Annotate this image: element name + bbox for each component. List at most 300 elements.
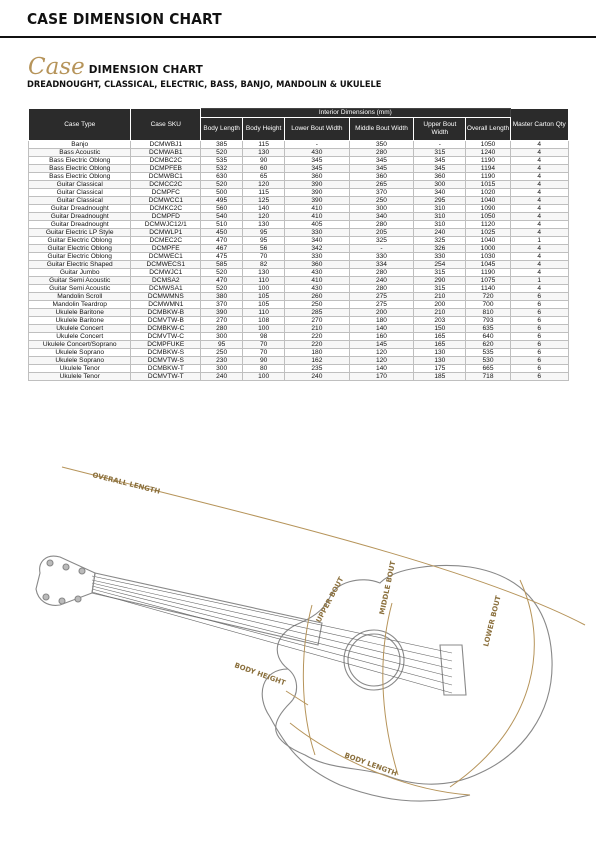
cell-body-height: 98 [243, 333, 285, 341]
cell-overall-length: 1194 [466, 165, 510, 173]
cell-carton-qty: 4 [510, 205, 568, 213]
cell-case-sku: DCMWBC1 [131, 173, 201, 181]
cell-body-height: 56 [243, 245, 285, 253]
middle-bout-label: MIDDLE BOUT [378, 560, 398, 616]
cell-body-height: 105 [243, 293, 285, 301]
cell-lower-bout: 390 [285, 197, 350, 205]
cell-case-sku: DCMSA2 [131, 277, 201, 285]
cell-middle-bout: 280 [349, 149, 414, 157]
cell-case-type: Guitar Electric Shaped [29, 261, 131, 269]
cell-body-length: 390 [201, 309, 243, 317]
cell-body-height: 90 [243, 357, 285, 365]
cell-body-height: 60 [243, 165, 285, 173]
cell-carton-qty: 1 [510, 277, 568, 285]
body-height-line [286, 691, 308, 705]
cell-carton-qty: 6 [510, 349, 568, 357]
upper-bout-line [303, 605, 315, 755]
cell-case-type: Bass Electric Oblong [29, 173, 131, 181]
cell-body-length: 385 [201, 141, 243, 149]
table-row [29, 253, 569, 261]
cell-body-height: 115 [243, 189, 285, 197]
cell-case-type: Ukulele Soprano [29, 349, 131, 357]
cell-upper-bout: 315 [414, 269, 466, 277]
middle-bout-line [383, 603, 398, 775]
cell-body-height: 90 [243, 157, 285, 165]
cell-case-sku: DCMBC2C [131, 157, 201, 165]
cell-upper-bout: 200 [414, 301, 466, 309]
cell-upper-bout: 295 [414, 197, 466, 205]
cell-upper-bout: 315 [414, 285, 466, 293]
table-row [29, 357, 569, 365]
cell-middle-bout: 145 [349, 341, 414, 349]
cell-middle-bout: 280 [349, 285, 414, 293]
cell-overall-length: 1045 [466, 261, 510, 269]
cell-lower-bout: 430 [285, 285, 350, 293]
cell-case-sku: DCMWEC1 [131, 253, 201, 261]
col-header-carton-qty: Master Carton Qty [510, 109, 568, 141]
cell-lower-bout: 260 [285, 293, 350, 301]
cell-lower-bout: 285 [285, 309, 350, 317]
cell-body-length: 470 [201, 277, 243, 285]
cell-body-length: 470 [201, 237, 243, 245]
cell-upper-bout: 150 [414, 325, 466, 333]
cell-body-length: 540 [201, 213, 243, 221]
cell-case-type: Guitar Dreadnought [29, 205, 131, 213]
cell-middle-bout: 370 [349, 189, 414, 197]
cell-overall-length: 620 [466, 341, 510, 349]
table-row [29, 205, 569, 213]
body-length-line [290, 723, 470, 795]
cell-body-height: 100 [243, 325, 285, 333]
cell-body-height: 130 [243, 221, 285, 229]
title-divider [0, 36, 596, 38]
col-header-case-type: Case Type [29, 109, 131, 141]
table-row [29, 181, 569, 189]
cell-body-length: 585 [201, 261, 243, 269]
cell-body-height: 82 [243, 261, 285, 269]
cell-overall-length: 1030 [466, 253, 510, 261]
cell-case-type: Guitar Electric Oblong [29, 245, 131, 253]
cell-upper-bout: 310 [414, 213, 466, 221]
cell-lower-bout: 180 [285, 349, 350, 357]
cell-body-length: 240 [201, 373, 243, 381]
cell-carton-qty: 6 [510, 365, 568, 373]
col-header-upper-bout: Upper Bout Width [414, 118, 466, 141]
cell-upper-bout: 310 [414, 221, 466, 229]
cell-upper-bout: 345 [414, 157, 466, 165]
cell-case-sku: DCMWMNS [131, 293, 201, 301]
cell-overall-length: 1075 [466, 277, 510, 285]
cell-carton-qty: 6 [510, 317, 568, 325]
cell-middle-bout: 140 [349, 325, 414, 333]
cell-carton-qty: 4 [510, 189, 568, 197]
cell-body-height: 140 [243, 205, 285, 213]
cell-middle-bout: 275 [349, 293, 414, 301]
cell-body-height: 110 [243, 309, 285, 317]
cell-lower-bout: 430 [285, 149, 350, 157]
cell-carton-qty: 4 [510, 149, 568, 157]
cell-lower-bout: 220 [285, 333, 350, 341]
cell-body-length: 300 [201, 333, 243, 341]
cell-case-sku: DCMPFUKE [131, 341, 201, 349]
cell-overall-length: 700 [466, 301, 510, 309]
col-header-body-length: Body Length [201, 118, 243, 141]
cell-overall-length: 1190 [466, 269, 510, 277]
cell-carton-qty: 4 [510, 181, 568, 189]
cell-lower-bout: 410 [285, 213, 350, 221]
cell-middle-bout: 160 [349, 333, 414, 341]
cell-case-sku: DCMVTW-T [131, 373, 201, 381]
cell-case-sku: DCMPFC [131, 189, 201, 197]
cell-lower-bout: 405 [285, 221, 350, 229]
cell-middle-bout: 200 [349, 309, 414, 317]
sound-hole [348, 634, 400, 686]
table-row [29, 237, 569, 245]
col-header-middle-bout: Middle Bout Width [349, 118, 414, 141]
cell-carton-qty: 4 [510, 253, 568, 261]
cell-middle-bout: 345 [349, 157, 414, 165]
cell-upper-bout: 340 [414, 189, 466, 197]
cell-carton-qty: 4 [510, 261, 568, 269]
cell-overall-length: 793 [466, 317, 510, 325]
cell-carton-qty: 4 [510, 165, 568, 173]
cell-case-type: Ukulele Concert [29, 333, 131, 341]
overall-length-label: OVERALL LENGTH [91, 471, 161, 496]
cell-body-height: 105 [243, 301, 285, 309]
cell-case-type: Ukulele Baritone [29, 309, 131, 317]
cell-upper-bout: 325 [414, 237, 466, 245]
cell-overall-length: 635 [466, 325, 510, 333]
cell-body-height: 70 [243, 253, 285, 261]
cell-case-type: Ukulele Concert/Soprano [29, 341, 131, 349]
cell-case-type: Ukulele Concert [29, 325, 131, 333]
cell-body-length: 370 [201, 301, 243, 309]
cell-carton-qty: 6 [510, 333, 568, 341]
cell-middle-bout: 340 [349, 213, 414, 221]
cell-body-length: 300 [201, 365, 243, 373]
guitar-illustration [36, 556, 552, 801]
cell-body-length: 230 [201, 357, 243, 365]
cell-carton-qty: 6 [510, 309, 568, 317]
table-row [29, 189, 569, 197]
cell-middle-bout: 120 [349, 357, 414, 365]
cell-body-height: 80 [243, 365, 285, 373]
page-title: CASE DIMENSION CHART [27, 10, 222, 28]
cell-upper-bout: 210 [414, 293, 466, 301]
cell-body-length: 495 [201, 197, 243, 205]
cell-upper-bout: 345 [414, 165, 466, 173]
cell-body-height: 70 [243, 349, 285, 357]
cell-upper-bout: 326 [414, 245, 466, 253]
cell-lower-bout: 360 [285, 173, 350, 181]
cell-overall-length: 1040 [466, 197, 510, 205]
cell-case-type: Bass Electric Oblong [29, 157, 131, 165]
cell-overall-length: 720 [466, 293, 510, 301]
table-row [29, 269, 569, 277]
cell-case-sku: DCMKC2C [131, 205, 201, 213]
cell-middle-bout: 240 [349, 277, 414, 285]
table-row [29, 293, 569, 301]
cell-body-length: 95 [201, 341, 243, 349]
table-row [29, 365, 569, 373]
cell-overall-length: 810 [466, 309, 510, 317]
cell-body-length: 560 [201, 205, 243, 213]
table-row [29, 317, 569, 325]
cell-overall-length: 1090 [466, 205, 510, 213]
cell-carton-qty: 6 [510, 341, 568, 349]
cell-body-length: 450 [201, 229, 243, 237]
cell-carton-qty: 1 [510, 237, 568, 245]
cell-case-sku: DCMVTW-B [131, 317, 201, 325]
cell-upper-bout: 290 [414, 277, 466, 285]
cell-lower-bout: 390 [285, 189, 350, 197]
cell-case-type: Guitar Classical [29, 189, 131, 197]
cell-overall-length: 1190 [466, 157, 510, 165]
cell-upper-bout: 165 [414, 341, 466, 349]
cell-overall-length: 1000 [466, 245, 510, 253]
cell-lower-bout: 162 [285, 357, 350, 365]
col-group-interior-dimensions: Interior Dimensions (mm) [201, 109, 510, 118]
cell-lower-bout: 330 [285, 253, 350, 261]
cell-lower-bout: 345 [285, 157, 350, 165]
cell-body-length: 500 [201, 189, 243, 197]
cell-lower-bout: 235 [285, 365, 350, 373]
cell-middle-bout: 120 [349, 349, 414, 357]
cell-upper-bout: 330 [414, 253, 466, 261]
cell-carton-qty: 6 [510, 293, 568, 301]
cell-body-length: 250 [201, 349, 243, 357]
cell-overall-length: 665 [466, 365, 510, 373]
cell-overall-length: 1015 [466, 181, 510, 189]
cell-middle-bout: 140 [349, 365, 414, 373]
cell-case-type: Guitar Electric Oblong [29, 253, 131, 261]
cell-case-sku: DCMBKW-B [131, 309, 201, 317]
cell-case-type: Ukulele Baritone [29, 317, 131, 325]
cell-carton-qty: 6 [510, 325, 568, 333]
brand-heading [28, 56, 203, 78]
cell-body-height: 100 [243, 373, 285, 381]
dimension-table [28, 108, 569, 381]
cell-case-type: Ukulele Soprano [29, 357, 131, 365]
cell-case-sku: DCMBKW-S [131, 349, 201, 357]
cell-case-type: Bass Acoustic [29, 149, 131, 157]
cell-carton-qty: 4 [510, 221, 568, 229]
cell-body-length: 380 [201, 293, 243, 301]
cell-case-type: Mandolin Scroll [29, 293, 131, 301]
cell-body-length: 467 [201, 245, 243, 253]
lower-bout-label: LOWER BOUT [482, 594, 503, 648]
cell-middle-bout: 280 [349, 221, 414, 229]
cell-body-height: 100 [243, 285, 285, 293]
cell-upper-bout: 165 [414, 333, 466, 341]
case-logo: Case [28, 54, 85, 80]
cell-case-type: Guitar Classical [29, 197, 131, 205]
cell-body-height: 95 [243, 237, 285, 245]
cell-body-height: 65 [243, 173, 285, 181]
body-height-label: BODY HEIGHT [233, 661, 287, 688]
cell-lower-bout: 330 [285, 229, 350, 237]
col-header-body-height: Body Height [243, 118, 285, 141]
cell-overall-length: 1120 [466, 221, 510, 229]
cell-upper-bout: 240 [414, 229, 466, 237]
cell-upper-bout: 175 [414, 365, 466, 373]
cell-middle-bout: 265 [349, 181, 414, 189]
cell-lower-bout: 390 [285, 181, 350, 189]
table-row [29, 261, 569, 269]
table-row [29, 373, 569, 381]
cell-upper-bout: - [414, 141, 466, 149]
cell-lower-bout: - [285, 141, 350, 149]
cell-case-sku: DCMWJC12/1 [131, 221, 201, 229]
tuning-pegs [43, 560, 85, 604]
cell-carton-qty: 6 [510, 301, 568, 309]
cell-middle-bout: 275 [349, 301, 414, 309]
cell-upper-bout: 130 [414, 349, 466, 357]
col-header-case-sku: Case SKU [131, 109, 201, 141]
cell-body-length: 475 [201, 253, 243, 261]
cell-carton-qty: 4 [510, 285, 568, 293]
cell-case-sku: DCMVTW-S [131, 357, 201, 365]
cell-middle-bout: - [349, 245, 414, 253]
cell-carton-qty: 4 [510, 173, 568, 181]
cell-case-type: Ukulele Tenor [29, 365, 131, 373]
cell-middle-bout: 205 [349, 229, 414, 237]
cell-lower-bout: 410 [285, 277, 350, 285]
cell-middle-bout: 360 [349, 173, 414, 181]
cell-lower-bout: 270 [285, 317, 350, 325]
cell-case-sku: DCMWJC1 [131, 269, 201, 277]
cell-body-height: 125 [243, 197, 285, 205]
dimension-lines [62, 467, 585, 795]
cell-middle-bout: 300 [349, 205, 414, 213]
cell-upper-bout: 185 [414, 373, 466, 381]
cell-carton-qty: 6 [510, 373, 568, 381]
cell-case-sku: DCMWAB1 [131, 149, 201, 157]
upper-bout-label: UPPER BOUT [314, 575, 346, 624]
cell-body-length: 520 [201, 269, 243, 277]
cell-middle-bout: 250 [349, 197, 414, 205]
cell-lower-bout: 340 [285, 237, 350, 245]
cell-body-length: 520 [201, 285, 243, 293]
cell-case-type: Guitar Semi Acoustic [29, 285, 131, 293]
bridge [440, 645, 466, 695]
cell-case-type: Guitar Semi Acoustic [29, 277, 131, 285]
cell-lower-bout: 360 [285, 261, 350, 269]
cell-case-type: Ukulele Tenor [29, 373, 131, 381]
cell-upper-bout: 315 [414, 149, 466, 157]
table-row [29, 277, 569, 285]
cell-overall-length: 1020 [466, 189, 510, 197]
cell-lower-bout: 410 [285, 205, 350, 213]
cell-body-length: 510 [201, 221, 243, 229]
cell-body-height: 130 [243, 269, 285, 277]
cell-case-sku: DCMVTW-C [131, 333, 201, 341]
cell-lower-bout: 240 [285, 373, 350, 381]
cell-case-sku: DCMPFD [131, 213, 201, 221]
cell-body-length: 532 [201, 165, 243, 173]
cell-overall-length: 530 [466, 357, 510, 365]
cell-upper-bout: 203 [414, 317, 466, 325]
cell-case-sku: DCMWLP1 [131, 229, 201, 237]
table-row [29, 213, 569, 221]
cell-lower-bout: 430 [285, 269, 350, 277]
cell-overall-length: 1025 [466, 229, 510, 237]
cell-overall-length: 1050 [466, 141, 510, 149]
table-row [29, 245, 569, 253]
cell-carton-qty: 4 [510, 269, 568, 277]
cell-lower-bout: 250 [285, 301, 350, 309]
cell-overall-length: 535 [466, 349, 510, 357]
cell-overall-length: 1050 [466, 213, 510, 221]
cell-case-sku: DCMWMN1 [131, 301, 201, 309]
cell-case-sku: DCMBKW-T [131, 365, 201, 373]
cell-case-type: Mandolin Teardrop [29, 301, 131, 309]
cell-body-height: 120 [243, 181, 285, 189]
cell-middle-bout: 330 [349, 253, 414, 261]
table-row [29, 197, 569, 205]
cell-case-sku: DCMWECS1 [131, 261, 201, 269]
cell-body-length: 280 [201, 325, 243, 333]
cell-upper-bout: 300 [414, 181, 466, 189]
cell-body-length: 520 [201, 181, 243, 189]
cell-body-height: 110 [243, 277, 285, 285]
col-header-lower-bout: Lower Bout Width [285, 118, 350, 141]
cell-carton-qty: 4 [510, 157, 568, 165]
cell-case-type: Guitar Electric LP Style [29, 229, 131, 237]
cell-body-height: 115 [243, 141, 285, 149]
cell-lower-bout: 220 [285, 341, 350, 349]
cell-middle-bout: 334 [349, 261, 414, 269]
cell-body-length: 270 [201, 317, 243, 325]
table-row [29, 349, 569, 357]
cell-carton-qty: 4 [510, 229, 568, 237]
cell-overall-length: 640 [466, 333, 510, 341]
table-row [29, 285, 569, 293]
cell-case-type: Guitar Jumbo [29, 269, 131, 277]
cell-case-sku: DCMBKW-C [131, 325, 201, 333]
cell-case-type: Guitar Electric Oblong [29, 237, 131, 245]
cell-lower-bout: 210 [285, 325, 350, 333]
cell-upper-bout: 360 [414, 173, 466, 181]
table-row [29, 301, 569, 309]
cell-carton-qty: 4 [510, 245, 568, 253]
col-header-overall-length: Overall Length [466, 118, 510, 141]
cell-overall-length: 1240 [466, 149, 510, 157]
table-row [29, 221, 569, 229]
cell-overall-length: 1040 [466, 237, 510, 245]
cell-case-type: Banjo [29, 141, 131, 149]
cell-overall-length: 718 [466, 373, 510, 381]
table-row [29, 341, 569, 349]
cell-middle-bout: 280 [349, 269, 414, 277]
subtitle: DREADNOUGHT, CLASSICAL, ELECTRIC, BASS, BANJO, MANDOLIN & UKULELE [27, 80, 382, 90]
table-body [29, 141, 569, 381]
cell-case-sku: DCMEC2C [131, 237, 201, 245]
cell-body-height: 120 [243, 213, 285, 221]
table-row [29, 309, 569, 317]
cell-middle-bout: 325 [349, 237, 414, 245]
cell-overall-length: 1140 [466, 285, 510, 293]
cell-upper-bout: 254 [414, 261, 466, 269]
cell-body-length: 520 [201, 149, 243, 157]
cell-case-sku: DCMWSA1 [131, 285, 201, 293]
cell-body-height: 130 [243, 149, 285, 157]
cell-carton-qty: 4 [510, 197, 568, 205]
cell-body-height: 108 [243, 317, 285, 325]
cell-case-type: Guitar Dreadnought [29, 213, 131, 221]
table-row [29, 229, 569, 237]
cell-case-type: Guitar Classical [29, 181, 131, 189]
